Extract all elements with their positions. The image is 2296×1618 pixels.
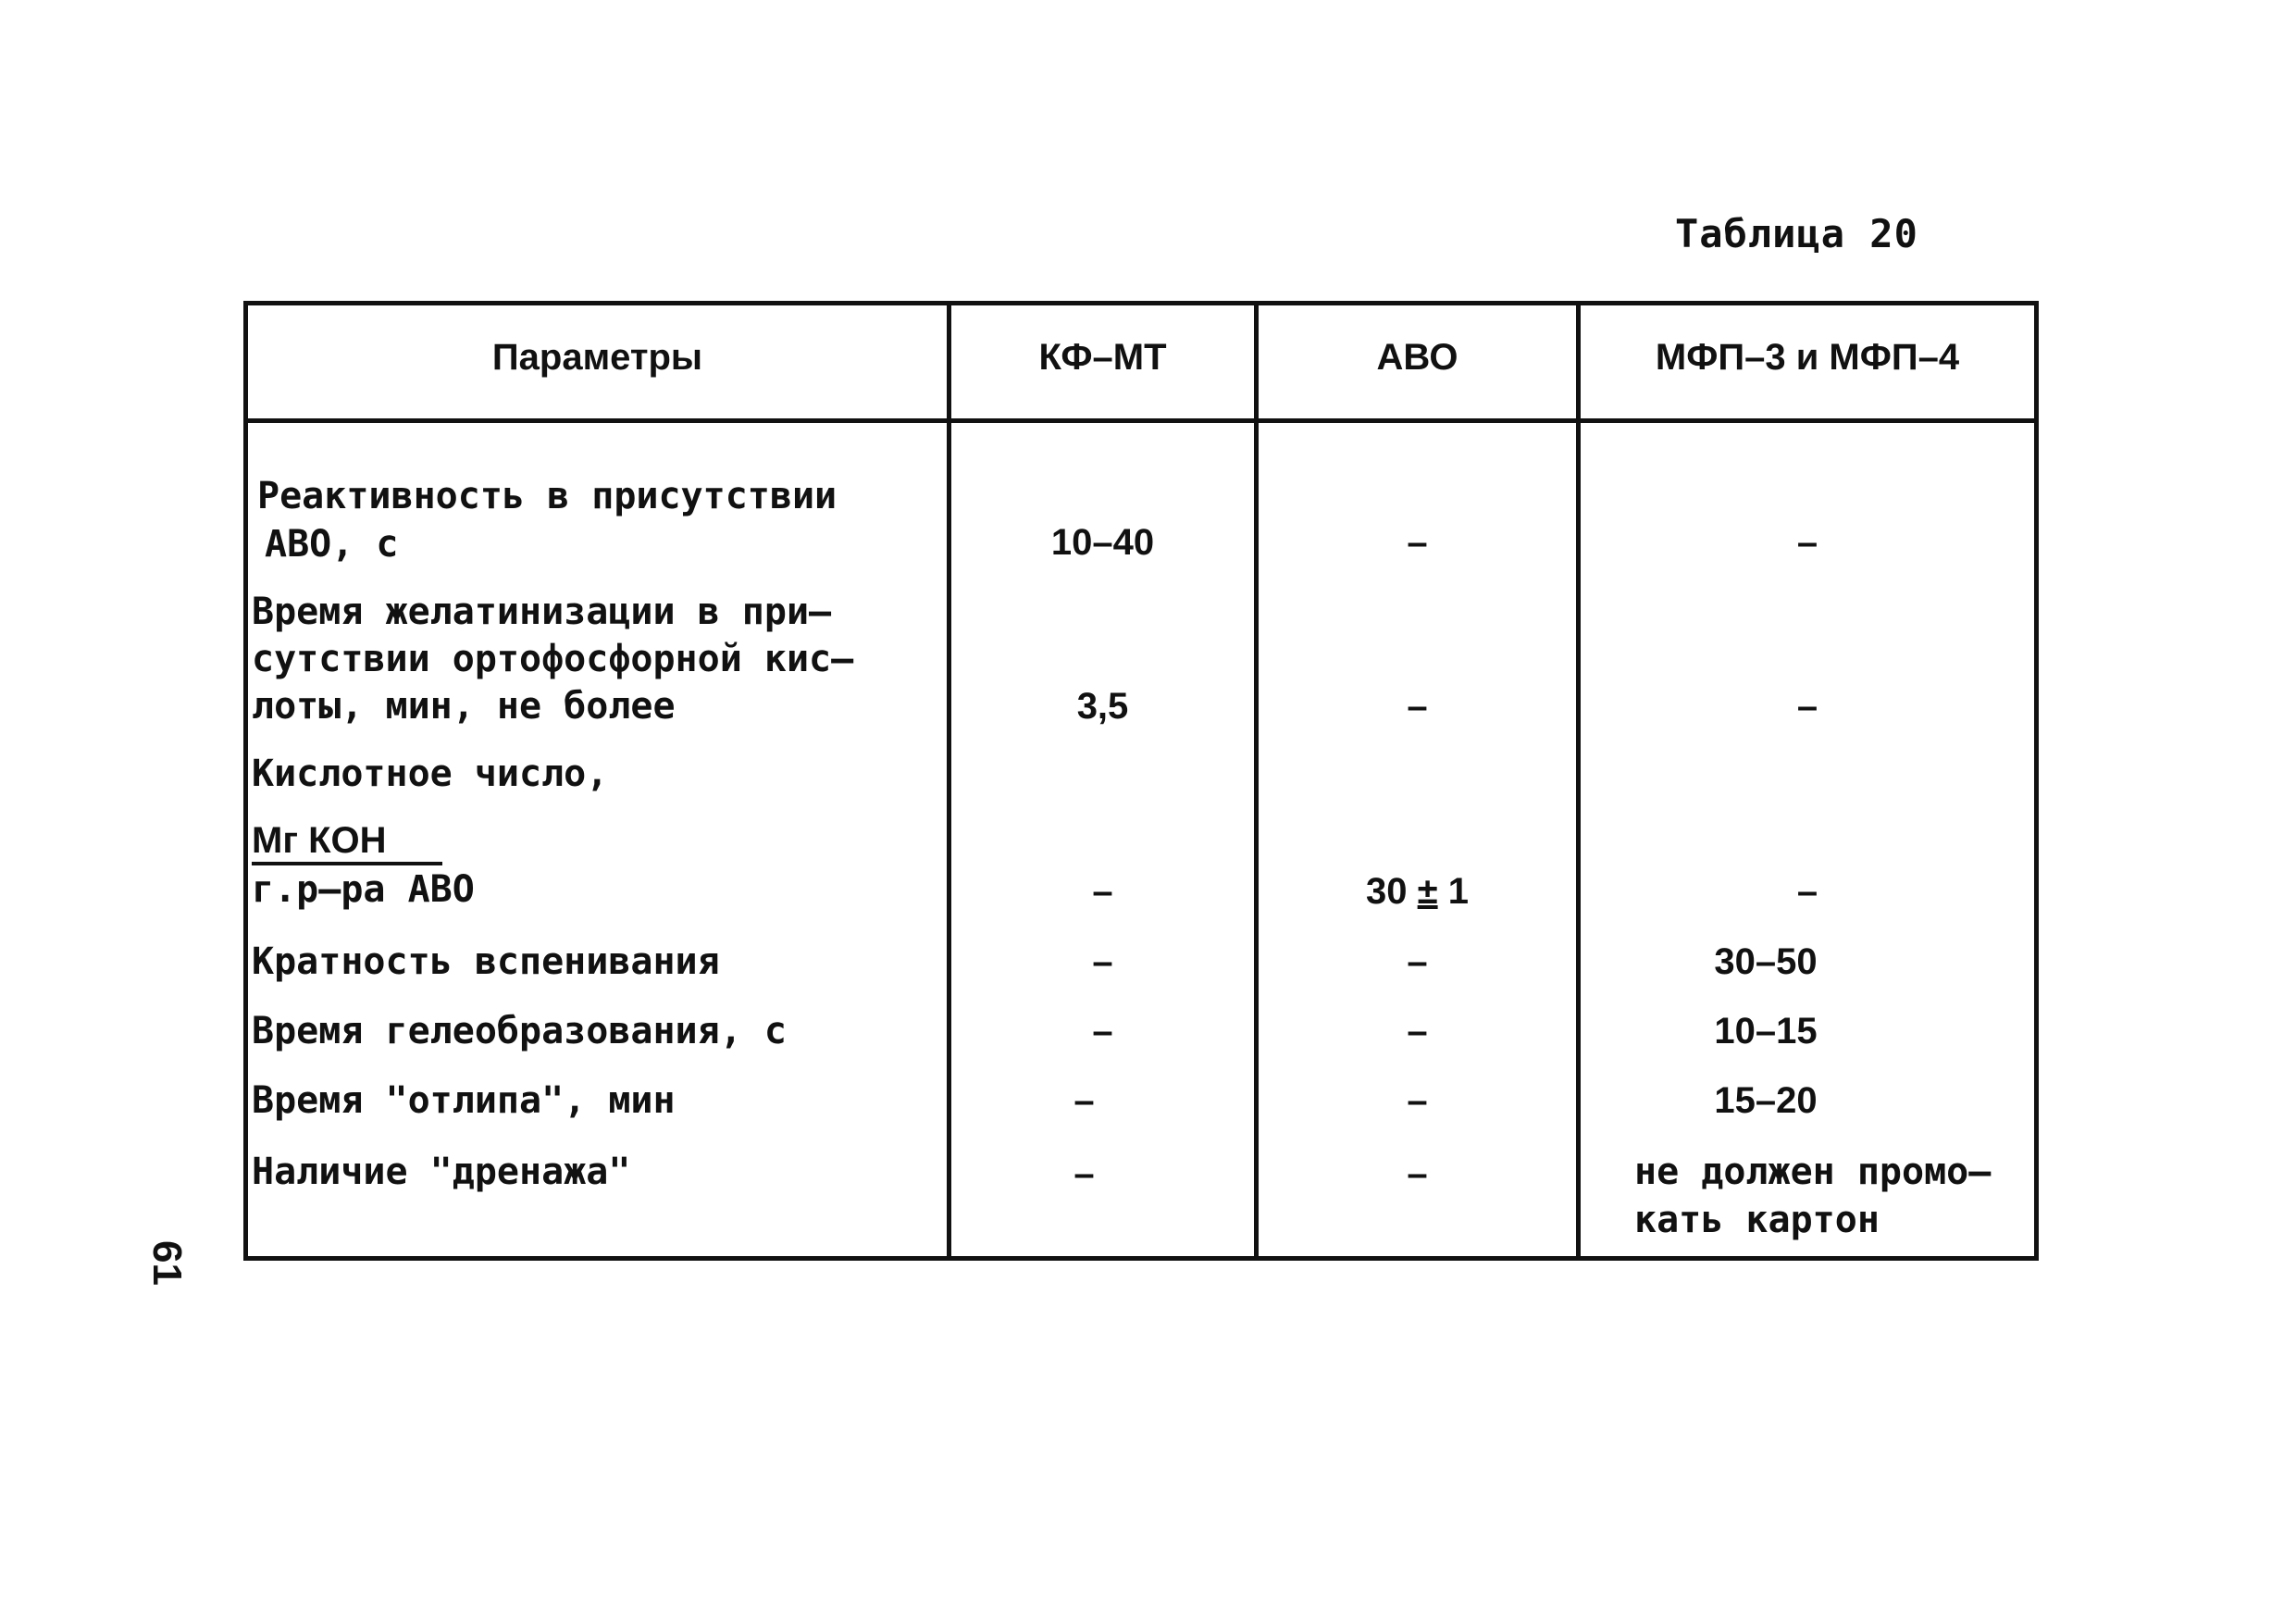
cell-kfmt: – — [1092, 871, 1113, 912]
cell-mfp: кать картон — [1634, 1199, 1880, 1241]
fraction-denominator: г.р–ра АВО — [252, 868, 475, 911]
cell-mfp: – — [1796, 522, 1818, 563]
header-divider — [248, 418, 2034, 423]
cell-kfmt: – — [1092, 1011, 1113, 1052]
cell-kfmt: – — [1074, 1080, 1095, 1121]
row-param: Кислотное число, — [252, 753, 609, 795]
row-param: лоты, мин, не более — [252, 685, 676, 728]
cell-mfp: не должен промо– — [1634, 1151, 1992, 1193]
cell-kfmt: 10–40 — [1050, 522, 1155, 563]
fraction-numerator: Мг КОН — [252, 816, 442, 865]
cell-avo: – — [1407, 522, 1428, 563]
table-caption: Таблица 20 — [1675, 211, 1918, 256]
avo-tolerance: 1 — [1447, 871, 1469, 912]
cell-kfmt: 3,5 — [1076, 686, 1129, 727]
row-param: Реактивность в присутствии — [257, 475, 838, 517]
row-param: сутствии ортофосфорной кис– — [252, 638, 854, 680]
cell-avo: – — [1407, 686, 1428, 727]
plus-minus: ± — [1417, 871, 1438, 912]
avo-value: 30 — [1366, 871, 1408, 912]
cell-mfp: – — [1796, 686, 1818, 727]
cell-kfmt: – — [1092, 941, 1113, 982]
cell-avo: – — [1407, 1153, 1428, 1194]
cell-avo: – — [1407, 1011, 1428, 1052]
cell-avo: – — [1407, 941, 1428, 982]
cell-mfp: 30–50 — [1714, 941, 1818, 982]
row-param: Кратность вспенивания — [252, 940, 720, 983]
cell-mfp: 10–15 — [1714, 1011, 1818, 1052]
cell-mfp: – — [1796, 871, 1818, 912]
column-header-avo: АВО — [1376, 337, 1458, 378]
cell-avo: – — [1407, 1080, 1428, 1121]
column-header-parameters: Параметры — [491, 337, 703, 378]
cell-avo — [1259, 867, 1576, 915]
row-param: Наличие "дренажа" — [252, 1151, 631, 1193]
page-number: 61 — [144, 1240, 190, 1286]
data-table — [243, 301, 2039, 1261]
row-param: Время желатинизации в при– — [252, 591, 832, 633]
row-param: АВО, с — [265, 523, 399, 566]
row-param: Время "отлипа", мин — [252, 1079, 676, 1122]
row-param: Время гелеобразования, с — [252, 1010, 787, 1052]
cell-kfmt: – — [1074, 1153, 1095, 1194]
cell-mfp: 15–20 — [1714, 1080, 1818, 1121]
column-header-mfp: МФП–3 и МФП–4 — [1655, 337, 1960, 378]
column-header-kfmt: КФ–МТ — [1038, 337, 1167, 378]
